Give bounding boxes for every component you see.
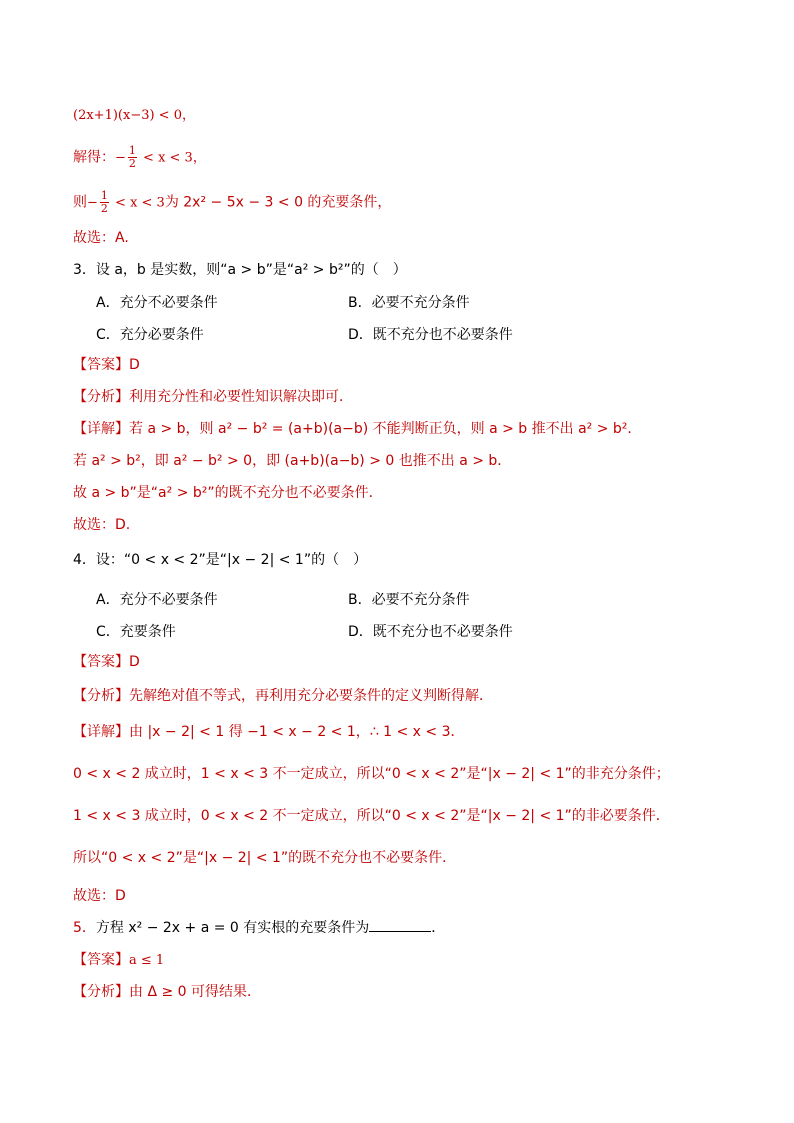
choice-value: A. (115, 230, 129, 246)
inequality-line: (2x+1)(x−3) < 0， (73, 108, 195, 123)
conclusion-range: < x < 3 (110, 195, 165, 211)
q4-detail-2: 0 < x < 2 成立时，1 < x < 3 不一定成立，所以“0 < x < 2”是“|x − 2| < 1”的非充分条件； (73, 766, 670, 782)
q4-answer (73, 653, 140, 671)
solve-range: < x < 3， (138, 150, 206, 166)
answer-tag: 【答案】 (73, 654, 129, 670)
q3-option-d: D．既不充分也不必要条件 (348, 327, 513, 343)
question-5-number: 5． (73, 920, 96, 936)
detail-tag: 【详解】 (73, 724, 129, 740)
q3-option-c: C．充分必要条件 (96, 327, 204, 343)
q3-option-b: B．必要不充分条件 (348, 295, 470, 311)
fraction-half: $\frac{1}{2}$ (100, 189, 108, 215)
q3-analysis (73, 388, 353, 406)
solve-line (73, 145, 206, 170)
question-3-stem: 3．设 a，b 是实数，则“a > b”是“a² > b²”的（ ） (73, 262, 407, 278)
q4-option-c: C．充要条件 (96, 624, 176, 640)
analysis-tag: 【分析】 (73, 984, 129, 1000)
q3-detail-3: 故 a > b”是“a² > b²”的既不充分也不必要条件． (73, 485, 383, 501)
question-5-end: ． (431, 920, 446, 936)
analysis-tag: 【分析】 (73, 389, 129, 405)
detail-text: 由 |x − 2| < 1 得 −1 < x − 2 < 1，∴ 1 < x < 3． (129, 724, 465, 740)
question-5-text: 方程 x² − 2x + a = 0 有实根的充要条件为 (95, 920, 370, 936)
q3-choice: 故选：D. (73, 517, 131, 533)
analysis-text: 由 Δ ≥ 0 可得结果． (129, 984, 262, 1000)
q4-choice: 故选：D (73, 888, 126, 904)
q3-option-a: A．充分不必要条件 (96, 295, 218, 311)
detail-tag: 【详解】 (73, 421, 129, 437)
q3-detail (73, 420, 641, 438)
conclusion-line (73, 190, 391, 215)
q3-answer (73, 356, 140, 374)
q4-analysis (73, 687, 493, 705)
choice-label: 故选： (73, 230, 115, 246)
question-4-stem: 4．设：“0 < x < 2”是“|x − 2| < 1”的（ ） (73, 552, 368, 568)
q4-option-a: A．充分不必要条件 (96, 592, 218, 608)
answer-value: D (129, 357, 140, 373)
analysis-text: 利用充分性和必要性知识解决即可． (129, 389, 353, 405)
q3-detail-2: 若 a² > b²，即 a² − b² > 0，即 (a+b)(a−b) > 0 也推不出 a > b． (73, 453, 512, 469)
choice-line (73, 229, 129, 247)
q4-detail-4: 所以“0 < x < 2”是“|x − 2| < 1”的既不充分也不必要条件． (73, 850, 457, 866)
answer-value: a ≤ 1 (129, 953, 165, 968)
conclusion-prefix: 则 (73, 194, 87, 211)
analysis-tag: 【分析】 (73, 688, 129, 704)
solve-minus: − (115, 150, 126, 166)
question-5-stem (73, 919, 445, 937)
conclusion-tail: 为 2x² − 5x − 3 < 0 的充要条件， (164, 194, 392, 211)
analysis-text: 先解绝对值不等式，再利用充分必要条件的定义判断得解． (129, 688, 493, 704)
conclusion-minus: − (87, 195, 98, 211)
q5-answer (73, 951, 164, 970)
answer-tag: 【答案】 (73, 357, 129, 373)
answer-value: D (129, 654, 140, 670)
answer-tag: 【答案】 (73, 952, 129, 968)
q4-option-d: D．既不充分也不必要条件 (348, 624, 513, 640)
q4-detail-3: 1 < x < 3 成立时，0 < x < 2 不一定成立，所以“0 < x < 2”是“|x − 2| < 1”的非必要条件． (73, 808, 670, 824)
q5-analysis (73, 983, 261, 1001)
q4-detail (73, 723, 465, 741)
answer-blank (369, 919, 431, 932)
fraction-half: $\frac{1}{2}$ (128, 144, 136, 170)
q4-option-b: B．必要不充分条件 (348, 592, 470, 608)
detail-text: 若 a > b，则 a² − b² = (a+b)(a−b) 不能判断正负，则 a > b 推不出 a² > b²． (129, 421, 642, 437)
solve-label: 解得： (73, 149, 115, 166)
